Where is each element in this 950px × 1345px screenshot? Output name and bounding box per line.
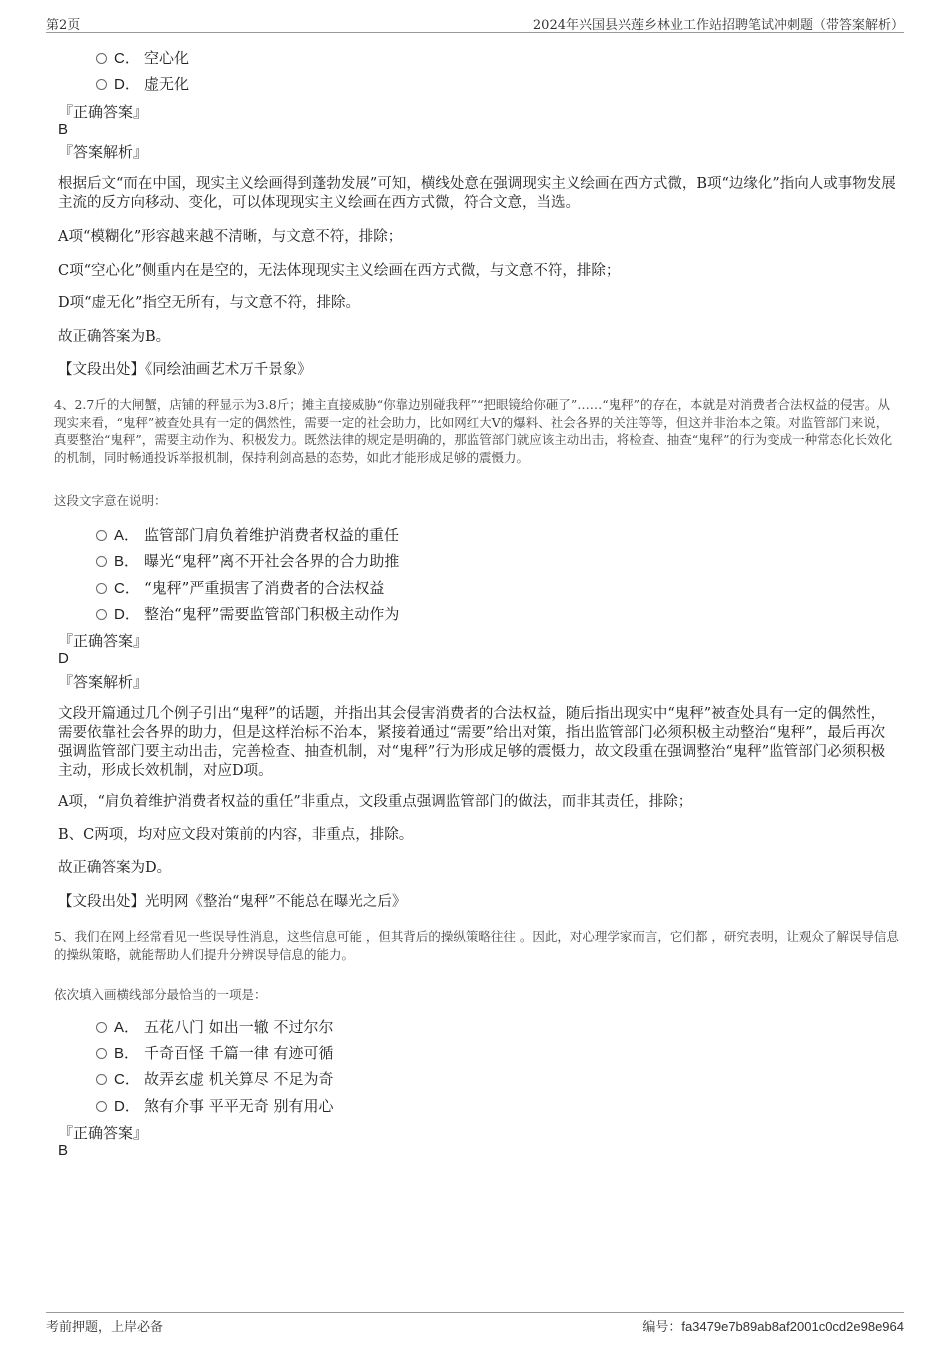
q5-option-a[interactable]: A． 五花八门 如出一辙 不过尔尔 <box>96 1016 334 1038</box>
analysis-paragraph: 故正确答案为B。 <box>58 329 171 345</box>
analysis-paragraph: C项“空心化”侧重内在是空的，无法体现现实主义绘画在西方式微，与文意不符，排除； <box>58 263 621 279</box>
analysis-paragraph: B、C两项，均对应文段对策前的内容，非重点，排除。 <box>58 827 414 843</box>
q4-option-d[interactable]: D． 整治“鬼秤”需要监管部门积极主动作为 <box>96 603 399 625</box>
analysis-paragraph: 根据后文“而在中国，现实主义绘画得到蓬勃发展”可知，横线处意在强调现实主义绘画在西方式微，B项“边缘化”指向人或事物发展主流的反方向移动、变化，可以体现现实主义绘画在西方式微，符合文意，当选。 <box>58 176 896 211</box>
source-citation: 【文段出处】光明网《整治“鬼秤”不能总在曝光之后》 <box>58 894 407 910</box>
analysis-paragraph: A项，“肩负着维护消费者权益的重任”非重点，文段重点强调监管部门的做法，而非其责任，排除； <box>58 794 693 810</box>
radio-icon[interactable] <box>96 1048 107 1059</box>
analysis-paragraph: 文段开篇通过几个例子引出“鬼秤”的话题，并指出其会侵害消费者的合法权益，随后指出现实中“鬼秤”被查处具有一定的偶然性，需要依靠社会各界的助力，但是这样治标不治本，紧接着通过“需要”给出对策，指出监管部门必须积极主动整治“鬼秤”，最后再次强调监管部门要主动出击，完善检查、抽查机制，对“鬼秤”行为形成足够的震慑力，故文段重在强调整治“鬼秤”监管部门必须积极主动，形成长效机制，对应D项。 <box>58 706 886 779</box>
page-number: 第2页 <box>46 18 81 33</box>
question-prompt: 依次填入画横线部分最恰当的一项是： <box>54 987 267 1002</box>
analysis-paragraph: D项“虚无化”指空无所有，与文意不符，排除。 <box>58 295 360 311</box>
answer-value: B <box>58 1142 69 1159</box>
radio-icon[interactable] <box>96 1101 107 1112</box>
analysis-paragraph: A项“模糊化”形容越来越不清晰，与文意不符，排除； <box>58 229 403 245</box>
q3-option-c[interactable]: C． 空心化 <box>96 47 189 69</box>
q4-option-b[interactable]: B． 曝光“鬼秤”离不开社会各界的合力助推 <box>96 550 399 572</box>
code-label: 编号： <box>642 1320 682 1335</box>
analysis-label: 『答案解析』 <box>58 143 149 161</box>
radio-icon[interactable] <box>96 1022 107 1033</box>
answer-label: 『正确答案』 <box>58 1124 149 1142</box>
document-code <box>642 1316 904 1335</box>
q5-option-c[interactable]: C． 故弄玄虚 机关算尽 不足为奇 <box>96 1068 334 1090</box>
analysis-paragraph: 故正确答案为D。 <box>58 860 172 876</box>
answer-value: B <box>58 121 69 138</box>
page-header <box>46 12 904 33</box>
source-citation: 【文段出处】《同绘油画艺术万千景象》 <box>58 362 312 378</box>
radio-icon[interactable] <box>96 53 107 64</box>
page-footer <box>46 1312 904 1333</box>
q3-option-d[interactable]: D． 虚无化 <box>96 73 189 95</box>
answer-value: D <box>58 650 69 667</box>
question-prompt: 这段文字意在说明： <box>54 493 167 508</box>
radio-icon[interactable] <box>96 79 107 90</box>
radio-icon[interactable] <box>96 1074 107 1085</box>
radio-icon[interactable] <box>96 556 107 567</box>
analysis-label: 『答案解析』 <box>58 673 149 691</box>
q4-option-a[interactable]: A． 监管部门肩负着维护消费者权益的重任 <box>96 524 399 546</box>
answer-label: 『正确答案』 <box>58 103 149 121</box>
q5-option-b[interactable]: B． 千奇百怪 千篇一律 有迹可循 <box>96 1042 334 1064</box>
radio-icon[interactable] <box>96 583 107 594</box>
footer-slogan: 考前押题，上岸必备 <box>46 1320 164 1335</box>
radio-icon[interactable] <box>96 609 107 620</box>
question-text: 5、我们在网上经常看见一些误导性消息，这些信息可能 ，但其背后的操纵策略往往 。因此，对心理学家而言，它们都 ，研究表明，让观众了解误导信息的操纵策略，就能帮助人们提升分辨误导信息的能力。 <box>54 929 899 962</box>
code-value: fa3479e7b89ab8af2001c0cd2e98e964 <box>681 1319 904 1334</box>
question-text: 4、2.7斤的大闸蟹，店铺的秤显示为3.8斤；摊主直接威胁“你靠边别碰我秤”“把眼镜给你砸了”……“鬼秤”的存在，本就是对消费者合法权益的侵害。从现实来看，“鬼秤”被查处具有一定的偶然性，需要一定的社会助力，比如网红大V的爆料、社会各界的关注等等，但这并非治本之策。对监管部门来说，真要整治“鬼秤”，需要主动作为、积极发力。既然法律的规定是明确的，那监管部门就应该主动出击，将检查、抽查“鬼秤”的行为变成一种常态化长效化的机制，同时畅通投诉举报机制，保持利剑高悬的态势，如此才能形成足够的震慑力。 <box>54 397 893 465</box>
answer-label: 『正确答案』 <box>58 632 149 650</box>
document-title: 2024年兴国县兴莲乡林业工作站招聘笔试冲刺题（带答案解析） <box>532 18 904 33</box>
q5-option-d[interactable]: D． 煞有介事 平平无奇 别有用心 <box>96 1095 334 1117</box>
radio-icon[interactable] <box>96 530 107 541</box>
q4-option-c[interactable]: C． “鬼秤”严重损害了消费者的合法权益 <box>96 577 384 599</box>
